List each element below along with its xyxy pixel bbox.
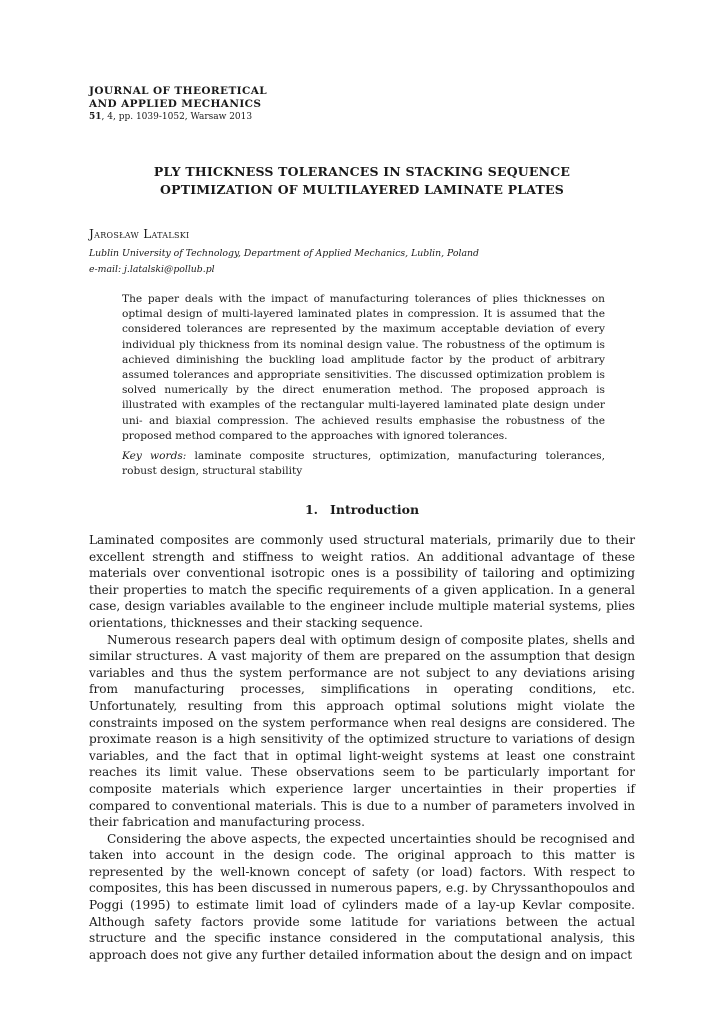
journal-volume-info — [89, 111, 267, 124]
journal-name-line1: JOURNAL OF THEORETICAL — [89, 85, 268, 97]
section-title: Introduction — [330, 502, 420, 517]
paper-title-line2: OPTIMIZATION OF MULTILAYERED LAMINATE PLATES — [160, 182, 564, 197]
section-heading — [89, 502, 635, 517]
keywords-list: laminate composite structures, optimization, manufacturing tolerances, robust design, structural stability — [122, 450, 605, 478]
abstract-text: The paper deals with the impact of manufacturing tolerances of plies thicknesses on optimal design of multi-layered laminated plates in compression. It is assumed that the considered tolerances are represented by the maximum acceptable deviation of every individual ply thickness from its nominal design value. The robustness of the optimum is achieved diminishing the buckling load amplitude factor by the product of arbitrary assumed tolerances and appropriate sensitivities. The discussed optimization problem is solved numerically by the direct enumeration method. The proposed approach is illustrated with examples of the rectangular multi-layered laminated plate design under uni- and biaxial compression. The achieved results emphasise the robustness of the proposed method compared to the approaches with ignored tolerances. — [122, 293, 605, 442]
journal-header — [89, 85, 267, 124]
keywords-label: Key words: — [122, 450, 187, 463]
journal-volume: 51 — [89, 112, 102, 122]
keywords — [122, 449, 605, 479]
section-number: 1. — [304, 502, 319, 517]
paper-title-line1: PLY THICKNESS TOLERANCES IN STACKING SEQUENCE — [153, 164, 571, 179]
journal-name-line2: AND APPLIED MECHANICS — [89, 98, 262, 110]
body-paragraph: Numerous research papers deal with optimum design of composite plates, shells and similar structures. A vast majority of them are prepared on the assumption that design variables and thus the system performance are not subject to any deviations arising from manufacturing processes, simplifications in operating conditions, etc. Unfortunately, resulting from this approach optimal solutions might violate the constraints imposed on the system performance when real designs are considered. The proximate reason is a high sensitivity of the optimized structure to variations of design variables, and the fact that in optimal light-weight systems at least one constraint reaches its limit value. These observations seem to be particularly important for composite materials which experience larger uncertainties in their properties if compared to conventional materials. This is due to a number of parameters involved in their fabrication and manufacturing process. — [89, 632, 635, 830]
body-text — [89, 532, 635, 963]
body-paragraph: Laminated composites are commonly used structural materials, primarily due to their excellent strength and stiffness to weight ratios. An additional advantage of these materials over conventional isotropic ones is a possibility of tailoring and optimizing their properties to match the specific requirements of a given application. In a general case, design variables available to the engineer include multiple material systems, plies orientations, thicknesses and their stacking sequence. — [89, 533, 635, 630]
paper-title — [89, 163, 635, 199]
author-affiliation: Lublin University of Technology, Department of Applied Mechanics, Lublin, Poland — [89, 248, 479, 259]
body-paragraph: Considering the above aspects, the expected uncertainties should be recognised and taken into account in the design code. The original approach to this matter is represented by the well-known concept of safety (or load) factors. With respect to composites, this has been discussed in numerous papers, e.g. by Chryssanthopoulos and Poggi (1995) to estimate limit load of cylinders made of a lay-up Kevlar composite. Although safety factors provide some latitude for variations between the actual structure and the specific instance considered in the computational analysis, this approach does not give any further detailed information about the design and on impact — [89, 831, 635, 962]
abstract — [122, 292, 605, 479]
journal-issue-pages: , 4, pp. 1039-1052, Warsaw 2013 — [101, 112, 253, 122]
author-email: e-mail: j.latalski@pollub.pl — [89, 264, 215, 275]
author-name: Jarosław Latalski — [89, 227, 190, 241]
